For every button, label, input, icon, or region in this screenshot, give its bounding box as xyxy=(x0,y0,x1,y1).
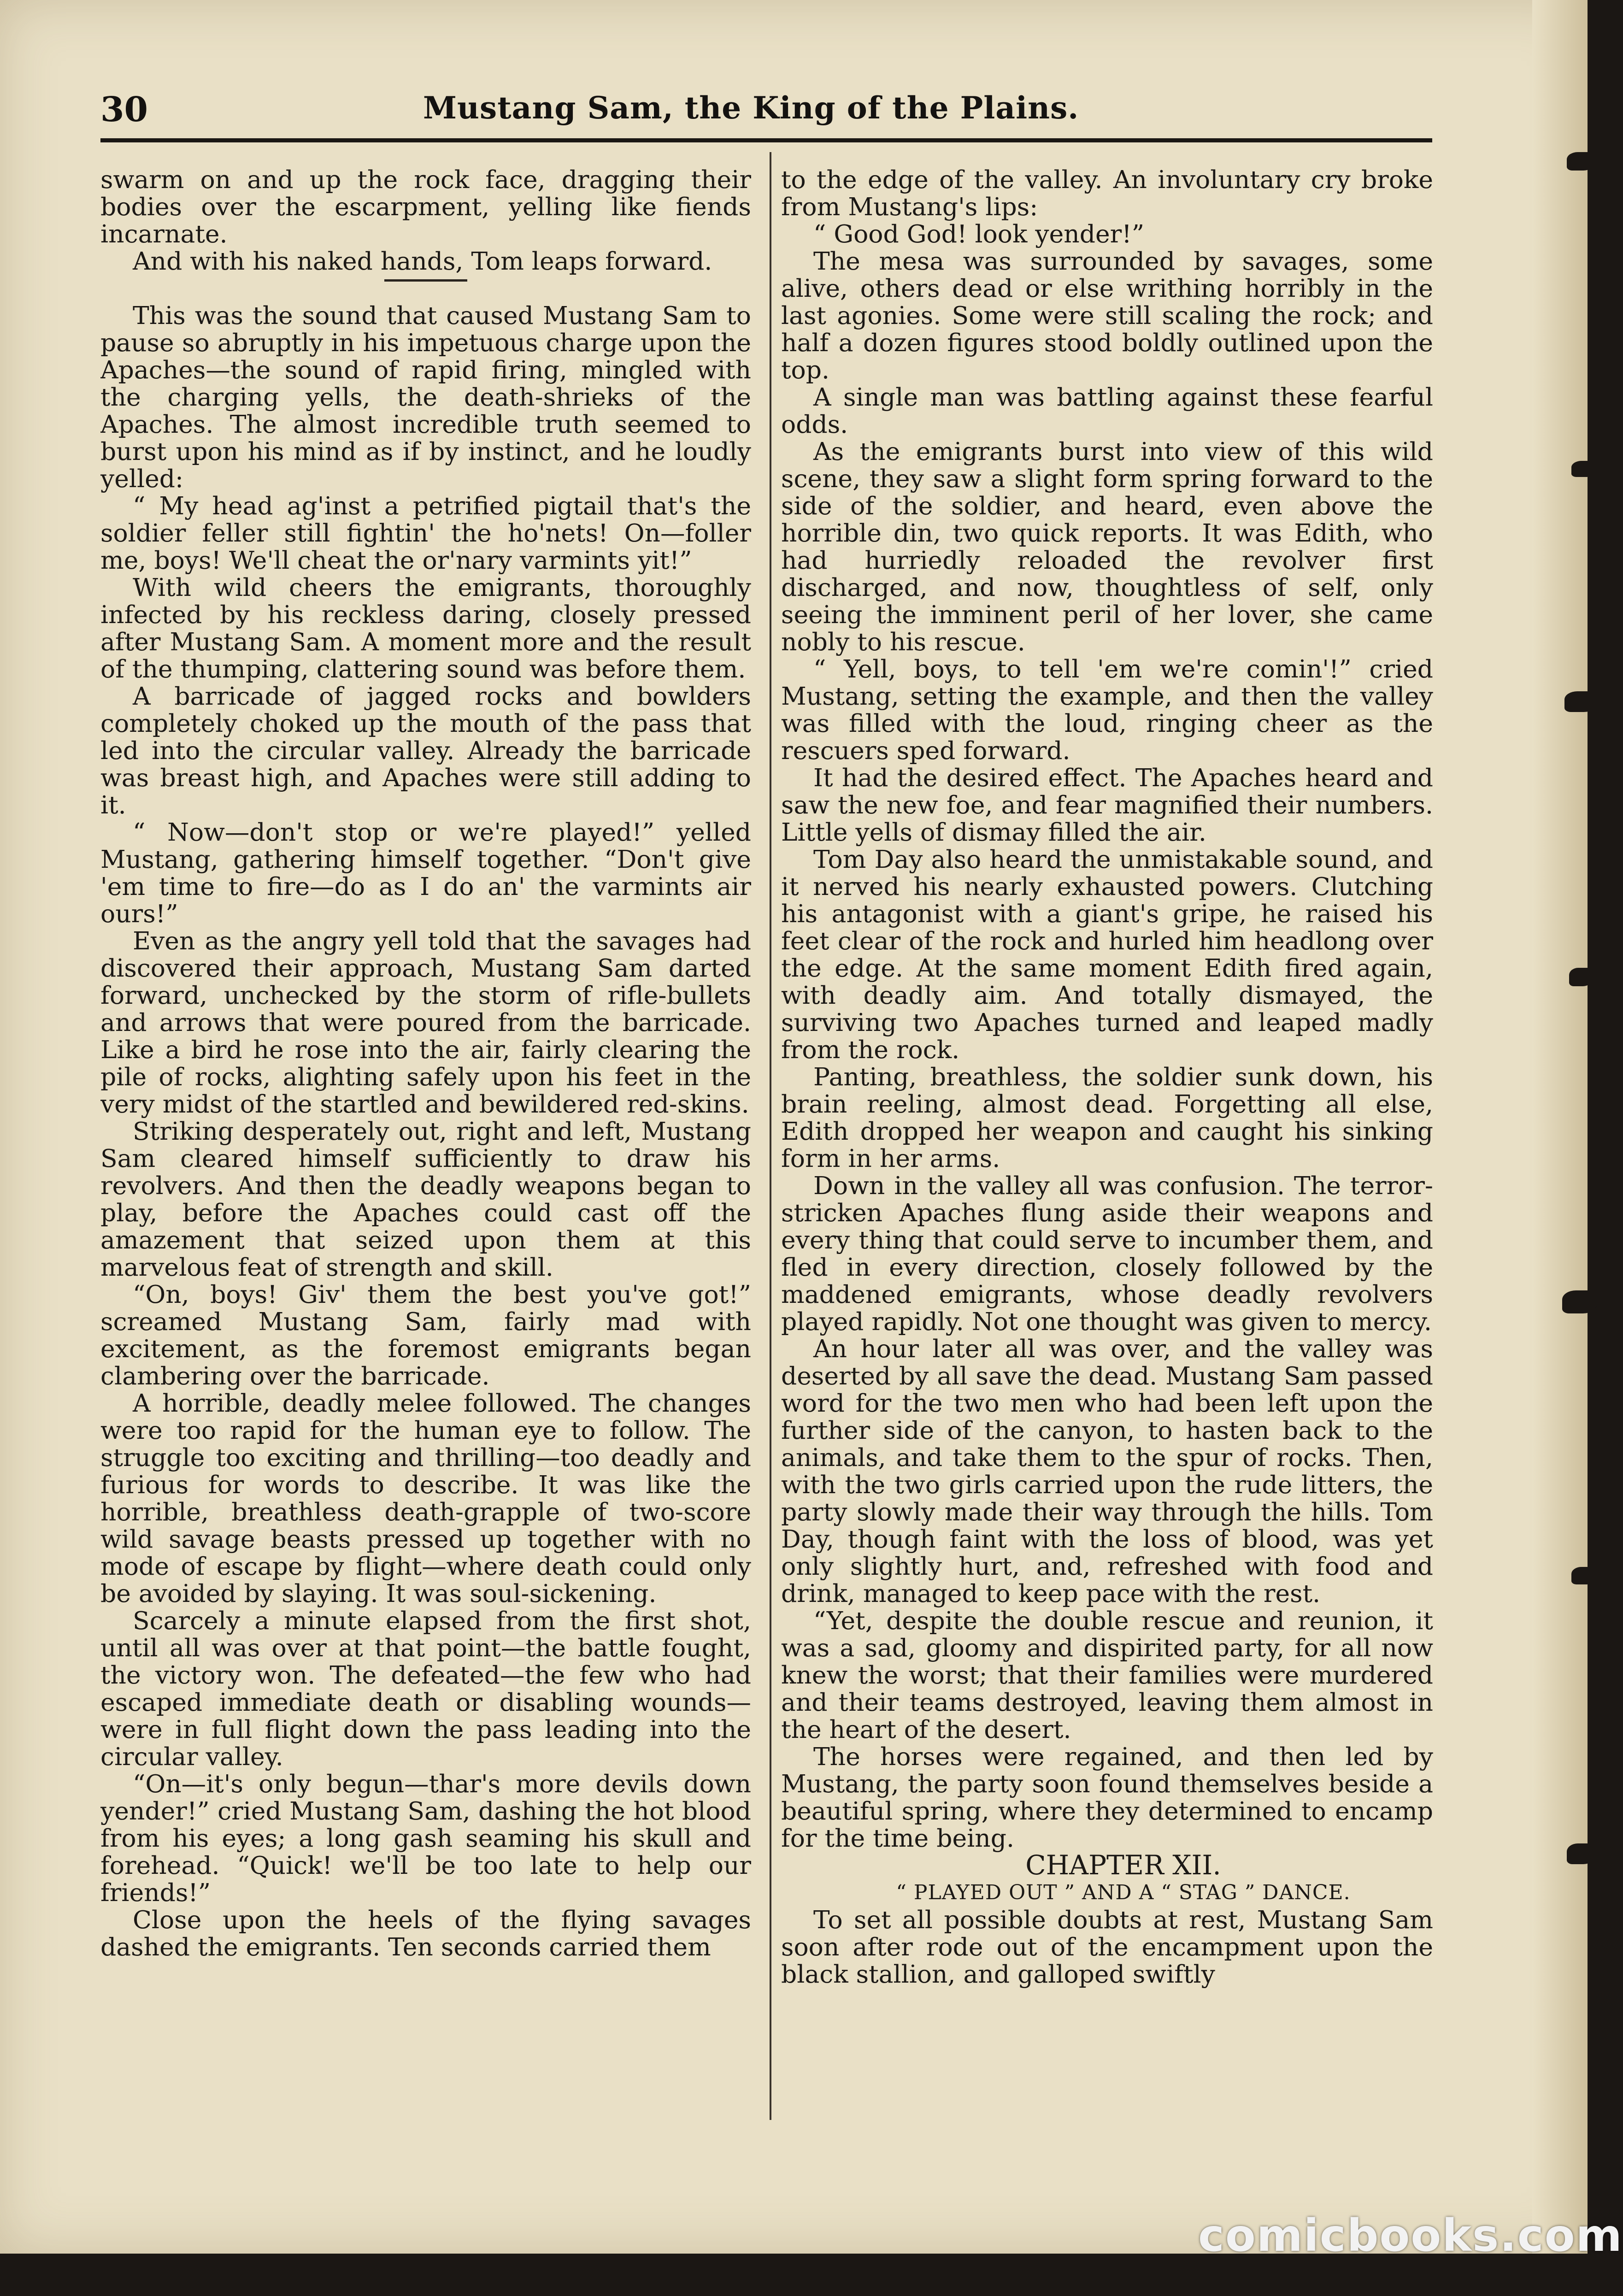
paragraph: Close upon the heels of the flying savages dashed the emigrants. Ten seconds carried them xyxy=(100,1905,751,1961)
page-number: 30 xyxy=(100,90,148,130)
chapter-heading: CHAPTER XII. xyxy=(1025,1849,1221,1881)
section-break-rule xyxy=(384,279,467,282)
paragraph: And with his naked hands, Tom leaps forward. xyxy=(133,247,712,276)
paragraph: “ My head ag'inst a petrified pigtail that's the soldier feller still fightin' the ho'nets! On—foller me, boys! We'll cheat the or'nary varmints yit!” xyxy=(100,491,751,575)
paragraph: “On—it's only begun—thar's more devils down yender!” cried Mustang Sam, dashing the hot blood from his eyes; a long gash seaming his skull and forehead. “Quick! we'll be too late to help our friends!” xyxy=(100,1769,751,1907)
paragraph: Tom Day also heard the unmistakable sound, and it nerved his nearly exhausted powers. Clutching his antagonist with a giant's gripe, he raised his feet clear of the rock and hurled him headlong over the edge. At the same moment Edith fired again, with deadly aim. And totally dismayed, the surviving two Apaches turned and leaped madly from the rock. xyxy=(781,845,1433,1064)
chapter-subtitle: “ PLAYED OUT ” AND A “ STAG ” DANCE. xyxy=(896,1881,1351,1904)
paragraph: A barricade of jagged rocks and bowlders completely choked up the mouth of the pass that led into the circular valley. Already the barricade was breast high, and Apaches were still adding to it. xyxy=(100,682,751,819)
torn-edge-chip xyxy=(1571,461,1597,477)
paragraph: To set all possible doubts at rest, Mustang Sam soon after rode out of the encampment upon the black stallion, and galloped swiftly xyxy=(781,1905,1433,1989)
paragraph: An hour later all was over, and the valley was deserted by all save the dead. Mustang Sam passed word for the two men who had been left upon the further side of the canyon, to hasten back to the animals, and take them to the spur of rocks. Then, with the two girls carried upon the rude litters, the party slowly made their way through the hills. Tom Day, though faint with the loss of blood, was yet only slightly hurt, and, refreshed with food and drink, managed to keep pace with the rest. xyxy=(781,1334,1433,1608)
paragraph: Panting, breathless, the soldier sunk down, his brain reeling, almost dead. Forgetting all else, Edith dropped her weapon and caught his sinking form in her arms. xyxy=(781,1062,1433,1173)
paragraph: The horses were regained, and then led by Mustang, the party soon found themselves beside a beautiful spring, where they determined to encamp for the time being. xyxy=(781,1742,1433,1853)
paragraph: A single man was battling against these fearful odds. xyxy=(781,383,1433,439)
torn-edge-chip xyxy=(1567,1843,1594,1864)
left-column xyxy=(100,166,751,2120)
paragraph: The mesa was surrounded by savages, some alive, others dead or else writhing horribly in the last agonies. Some were still scaling the rock; and half a dozen figures stood boldly outlined upon the top. xyxy=(781,247,1433,384)
paragraph: “Yet, despite the double rescue and reunion, it was a sad, gloomy and dispirited party, for all now knew the worst; that their families were murdered and their teams destroyed, leaving them almost in the heart of the desert. xyxy=(781,1606,1433,1744)
paragraph: “On, boys! Giv' them the best you've got!” screamed Mustang Sam, fairly mad with excitement, as the foremost emigrants began clambering over the barricade. xyxy=(100,1280,751,1390)
torn-edge-chip xyxy=(1569,968,1592,986)
paragraph: Scarcely a minute elapsed from the first shot, until all was over at that point—the battle fought, the victory won. The defeated—the few who had escaped immediate death or disabling wounds—were in full flight down the pass leading into the circular valley. xyxy=(100,1606,751,1771)
page-edge xyxy=(1532,0,1588,2254)
torn-edge-chip xyxy=(1564,691,1597,712)
paragraph: “ Yell, boys, to tell 'em we're comin'!” cried Mustang, setting the example, and then the valley was filled with the loud, ringing cheer as the rescuers sped forward. xyxy=(781,654,1433,765)
paragraph: It had the desired effect. The Apaches heard and saw the new foe, and fear magnified their numbers. Little yells of dismay filled the air. xyxy=(781,763,1433,847)
paragraph: A horrible, deadly melee followed. The changes were too rapid for the human eye to follow. The struggle too exciting and thrilling—too deadly and furious for words to describe. It was like the horrible, breathless death-grapple of two-score wild savage beasts pressed up together with no mode of escape by flight—where death could only be avoided by slaying. It was soul-sickening. xyxy=(100,1389,751,1608)
right-column xyxy=(781,166,1433,2120)
torn-edge-chip xyxy=(1567,152,1594,171)
paragraph: With wild cheers the emigrants, thoroughly infected by his reckless daring, closely pressed after Mustang Sam. A moment more and the result of the thumping, clattering sound was before them. xyxy=(100,573,751,683)
paragraph: Even as the angry yell told that the savages had discovered their approach, Mustang Sam darted forward, unchecked by the storm of rifle-bullets and arrows that were poured from the barricade. Like a bird he rose into the air, fairly clearing the pile of rocks, alighting safely upon his feet in the very midst of the startled and bewildered red-skins. xyxy=(100,926,751,1119)
torn-edge-chip xyxy=(1562,1290,1597,1313)
paragraph: Striking desperately out, right and left, Mustang Sam cleared himself sufficiently to draw his revolvers. And then the deadly weapons began to play, before the Apaches could cast off the amazement that seized upon them at this marvelous feat of strength and skill. xyxy=(100,1117,751,1282)
paragraph: This was the sound that caused Mustang Sam to pause so abruptly in his impetuous charge upon the Apaches—the sound of rapid firing, mingled with the charging yells, the death-shrieks of the Apaches. The almost incredible truth seemed to burst upon his mind as if by instinct, and he loudly yelled: xyxy=(100,301,751,493)
paragraph: swarm on and up the rock face, dragging their bodies over the escarpment, yelling like fiends incarnate. xyxy=(100,166,751,248)
paragraph: “ Good God! look yender!” xyxy=(813,219,1145,248)
page-header xyxy=(100,85,1428,136)
torn-edge-chip xyxy=(1571,1567,1597,1584)
paragraph: “ Now—don't stop or we're played!” yelled Mustang, gathering himself together. “Don't give 'em time to fire—do as I do an' the varmints air ours!” xyxy=(100,818,751,928)
watermark: comicbooks.com xyxy=(1198,2210,1623,2261)
column-divider xyxy=(770,152,771,2120)
running-title: Mustang Sam, the King of the Plains. xyxy=(423,90,1079,126)
header-rule xyxy=(100,138,1432,142)
paragraph: As the emigrants burst into view of this wild scene, they saw a slight form spring forward to the side of the soldier, and heard, even above the horrible din, two quick reports. It was Edith, who had hurriedly reloaded the revolver first discharged, and now, thoughtless of self, only seeing the imminent peril of her lover, she came nobly to his rescue. xyxy=(781,437,1433,656)
paragraph: to the edge of the valley. An involuntary cry broke from Mustang's lips: xyxy=(781,166,1433,221)
paragraph: Down in the valley all was confusion. The terror-stricken Apaches flung aside their weapons and every thing that could serve to incumber them, and fled in every direction, closely followed by the maddened emigrants, whose deadly revolvers played rapidly. Not one thought was given to mercy. xyxy=(781,1171,1433,1336)
